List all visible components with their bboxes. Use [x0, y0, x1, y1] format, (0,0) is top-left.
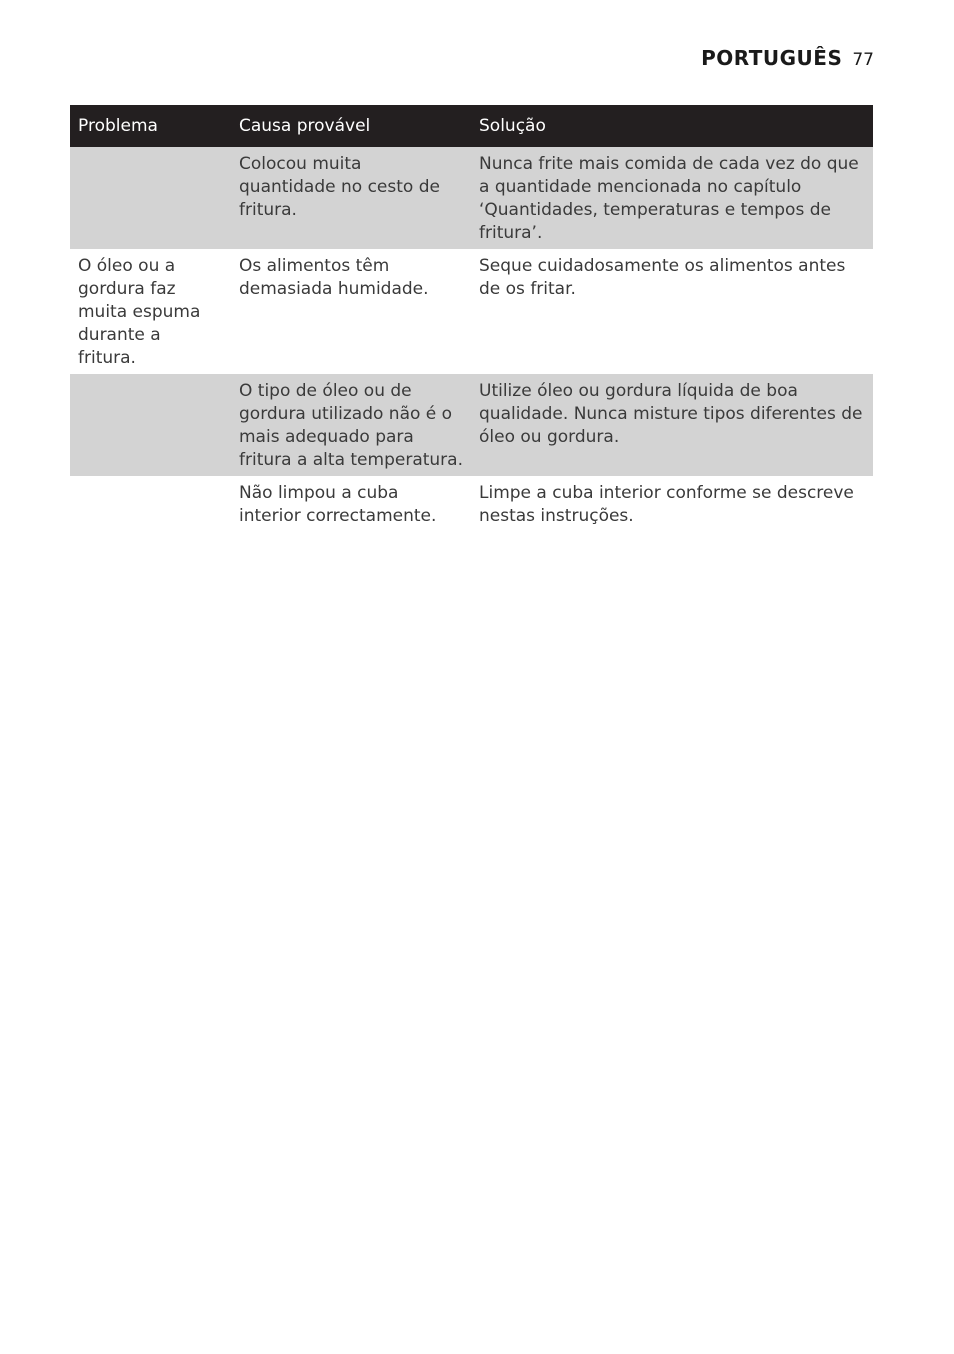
table-row [70, 374, 873, 476]
cell-problem [70, 476, 231, 536]
cell-problem: O óleo ou a gordura faz muita espuma durante a fritura. [78, 256, 201, 368]
table-row [70, 249, 873, 374]
page-number: 77 [852, 50, 874, 70]
table-row [70, 476, 873, 536]
table-row [70, 147, 873, 249]
cell-solution: Seque cuidadosamente os alimentos antes de os fritar. [479, 256, 846, 299]
column-header-problem: Problema [70, 105, 231, 147]
cell-problem [70, 147, 231, 249]
troubleshooting-table [70, 105, 873, 536]
cell-cause: Não limpou a cuba interior correctamente. [239, 483, 437, 526]
column-header-solution: Solução [471, 105, 873, 147]
table-header-row [70, 105, 873, 147]
section-language-title: PORTUGUÊS [701, 46, 843, 70]
cell-solution: Utilize óleo ou gordura líquida de boa qualidade. Nunca misture tipos diferentes de óleo ou gordura. [471, 374, 873, 476]
column-header-cause: Causa provável [231, 105, 471, 147]
page-header [701, 46, 874, 70]
cell-solution: Nunca frite mais comida de cada vez do que a quantidade mencionada no capítulo ‘Quantidades, temperaturas e tempos de fritura’. [471, 147, 873, 249]
cell-cause: Colocou muita quantidade no cesto de fritura. [231, 147, 471, 249]
cell-problem [70, 374, 231, 476]
cell-cause: Os alimentos têm demasiada humidade. [239, 256, 429, 299]
cell-solution: Limpe a cuba interior conforme se descreve nestas instruções. [479, 483, 854, 526]
cell-cause: O tipo de óleo ou de gordura utilizado não é o mais adequado para fritura a alta temperatura. [231, 374, 471, 476]
